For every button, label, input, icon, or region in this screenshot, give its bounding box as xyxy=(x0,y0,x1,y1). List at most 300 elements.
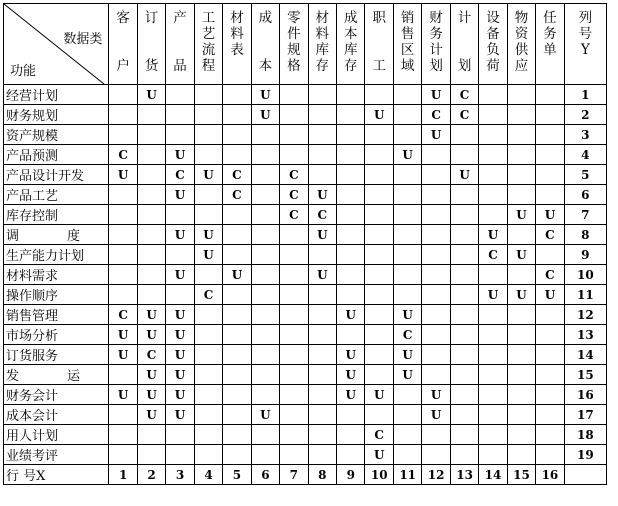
column-header-8 xyxy=(308,4,336,85)
matrix-cell xyxy=(137,265,165,285)
matrix-cell xyxy=(507,425,535,445)
matrix-cell xyxy=(479,325,507,345)
matrix-cell xyxy=(393,225,421,245)
matrix-cell xyxy=(109,185,137,205)
matrix-cell xyxy=(422,165,450,185)
matrix-cell xyxy=(365,205,393,225)
matrix-cell: C xyxy=(223,165,251,185)
matrix-cell: U xyxy=(166,345,194,365)
matrix-cell: U xyxy=(422,385,450,405)
matrix-cell xyxy=(337,425,365,445)
table-row xyxy=(4,165,607,185)
column-header-char: 零 xyxy=(287,10,301,26)
matrix-cell xyxy=(536,245,564,265)
matrix-cell xyxy=(479,205,507,225)
matrix-cell xyxy=(223,145,251,165)
row-number: 2 xyxy=(564,105,606,125)
matrix-cell xyxy=(507,105,535,125)
matrix-cell: U xyxy=(337,365,365,385)
column-header-char: 件 xyxy=(287,26,301,42)
matrix-cell xyxy=(365,325,393,345)
matrix-cell: U xyxy=(166,185,194,205)
column-header-row xyxy=(4,4,607,85)
matrix-cell xyxy=(507,325,535,345)
matrix-cell xyxy=(194,445,222,465)
function-label: 调 度 xyxy=(4,225,109,245)
matrix-cell xyxy=(251,125,279,145)
column-header-char: 物 xyxy=(514,10,529,26)
matrix-cell xyxy=(422,305,450,325)
matrix-cell: U xyxy=(166,225,194,245)
matrix-cell xyxy=(223,405,251,425)
matrix-cell xyxy=(308,345,336,365)
column-number: 4 xyxy=(194,465,222,485)
matrix-cell: U xyxy=(109,385,137,405)
matrix-cell xyxy=(337,165,365,185)
matrix-cell xyxy=(137,105,165,125)
matrix-cell: C xyxy=(450,105,478,125)
matrix-cell: U xyxy=(365,385,393,405)
matrix-cell xyxy=(223,385,251,405)
matrix-cell xyxy=(280,405,308,425)
matrix-cell xyxy=(223,325,251,345)
matrix-cell xyxy=(308,425,336,445)
table-row xyxy=(4,325,607,345)
matrix-cell xyxy=(393,425,421,445)
matrix-cell xyxy=(507,125,535,145)
function-label: 销售管理 xyxy=(4,305,109,325)
matrix-cell xyxy=(337,245,365,265)
column-header-char: 号 xyxy=(578,26,593,42)
matrix-cell xyxy=(194,345,222,365)
column-number: 13 xyxy=(450,465,478,485)
column-header-char: 库 xyxy=(315,42,330,58)
table-row xyxy=(4,85,607,105)
matrix-cell: U xyxy=(479,225,507,245)
matrix-cell xyxy=(422,365,450,385)
matrix-cell xyxy=(422,145,450,165)
matrix-cell xyxy=(223,305,251,325)
matrix-cell xyxy=(393,285,421,305)
column-number: 6 xyxy=(251,465,279,485)
column-header-17 xyxy=(564,4,606,85)
matrix-cell xyxy=(251,305,279,325)
column-header-char: Y xyxy=(580,42,590,58)
matrix-cell xyxy=(365,345,393,365)
column-number: 10 xyxy=(365,465,393,485)
matrix-cell xyxy=(479,445,507,465)
matrix-cell xyxy=(365,265,393,285)
row-number: 13 xyxy=(564,325,606,345)
matrix-cell: U xyxy=(194,165,222,185)
matrix-cell xyxy=(422,285,450,305)
column-header-10 xyxy=(365,4,393,85)
matrix-cell xyxy=(280,245,308,265)
matrix-cell xyxy=(507,225,535,245)
matrix-cell xyxy=(251,385,279,405)
column-header-char: 荷 xyxy=(486,58,500,74)
matrix-cell xyxy=(137,445,165,465)
column-header-char: 客 xyxy=(116,10,130,26)
matrix-cell xyxy=(194,125,222,145)
matrix-cell xyxy=(450,425,478,445)
matrix-cell: U xyxy=(536,205,564,225)
matrix-cell xyxy=(166,445,194,465)
column-header-9 xyxy=(337,4,365,85)
matrix-cell xyxy=(194,85,222,105)
matrix-cell xyxy=(450,185,478,205)
matrix-cell xyxy=(536,425,564,445)
matrix-cell xyxy=(251,325,279,345)
matrix-cell xyxy=(308,305,336,325)
matrix-cell xyxy=(507,385,535,405)
column-header-7 xyxy=(280,4,308,85)
matrix-cell xyxy=(536,85,564,105)
matrix-cell xyxy=(337,405,365,425)
matrix-cell xyxy=(393,105,421,125)
row-number: 4 xyxy=(564,145,606,165)
matrix-cell: C xyxy=(536,225,564,245)
matrix-cell xyxy=(450,205,478,225)
corner-bottom-label: 功能 xyxy=(10,64,37,79)
matrix-cell xyxy=(109,425,137,445)
matrix-cell: U xyxy=(137,305,165,325)
table-row xyxy=(4,345,607,365)
matrix-cell xyxy=(280,385,308,405)
function-label: 产品预测 xyxy=(4,145,109,165)
matrix-cell xyxy=(450,305,478,325)
matrix-cell xyxy=(337,445,365,465)
matrix-cell xyxy=(450,125,478,145)
matrix-cell xyxy=(450,445,478,465)
column-header-char: 设 xyxy=(486,10,500,26)
column-number: 8 xyxy=(308,465,336,485)
matrix-cell xyxy=(280,345,308,365)
matrix-cell xyxy=(365,185,393,205)
matrix-cell xyxy=(194,205,222,225)
column-header-char: 订 xyxy=(144,10,159,26)
column-header-char: 存 xyxy=(344,58,358,74)
matrix-cell xyxy=(251,425,279,445)
matrix-cell: C xyxy=(223,185,251,205)
matrix-cell xyxy=(479,425,507,445)
matrix-cell: U xyxy=(337,305,365,325)
column-header-char: 销 xyxy=(400,10,415,26)
row-number: 18 xyxy=(564,425,606,445)
table-row xyxy=(4,145,607,165)
matrix-cell xyxy=(308,125,336,145)
matrix-cell xyxy=(223,365,251,385)
matrix-cell xyxy=(365,245,393,265)
matrix-cell xyxy=(223,225,251,245)
matrix-cell xyxy=(109,445,137,465)
matrix-cell xyxy=(194,425,222,445)
matrix-cell xyxy=(536,365,564,385)
matrix-cell xyxy=(137,165,165,185)
matrix-cell xyxy=(422,345,450,365)
matrix-cell xyxy=(479,145,507,165)
matrix-cell: U xyxy=(337,385,365,405)
matrix-cell xyxy=(479,385,507,405)
matrix-cell xyxy=(308,85,336,105)
matrix-cell xyxy=(393,265,421,285)
column-header-char: 单 xyxy=(543,42,557,58)
matrix-cell xyxy=(365,145,393,165)
row-number: 9 xyxy=(564,245,606,265)
matrix-cell xyxy=(251,345,279,365)
table-row xyxy=(4,185,607,205)
row-number: 11 xyxy=(564,285,606,305)
column-number xyxy=(564,465,606,485)
matrix-cell: U xyxy=(166,305,194,325)
column-header-char: 流 xyxy=(201,42,216,58)
matrix-cell: U xyxy=(251,405,279,425)
matrix-cell: C xyxy=(393,325,421,345)
matrix-cell xyxy=(166,245,194,265)
matrix-cell xyxy=(365,405,393,425)
matrix-cell xyxy=(393,445,421,465)
matrix-cell xyxy=(479,305,507,325)
matrix-cell xyxy=(365,225,393,245)
matrix-cell xyxy=(337,105,365,125)
matrix-cell xyxy=(479,105,507,125)
matrix-cell: U xyxy=(223,265,251,285)
matrix-cell: U xyxy=(393,365,421,385)
column-header-1 xyxy=(109,4,137,85)
matrix-cell xyxy=(137,245,165,265)
row-number: 12 xyxy=(564,305,606,325)
matrix-cell xyxy=(280,85,308,105)
column-header-char: 备 xyxy=(486,26,500,42)
matrix-cell: U xyxy=(251,85,279,105)
table-row xyxy=(4,225,607,245)
matrix-cell: U xyxy=(507,245,535,265)
matrix-cell: C xyxy=(422,105,450,125)
matrix-cell: C xyxy=(137,345,165,365)
matrix-cell xyxy=(479,185,507,205)
row-number: 8 xyxy=(564,225,606,245)
matrix-cell xyxy=(194,385,222,405)
matrix-cell xyxy=(280,365,308,385)
matrix-cell xyxy=(536,145,564,165)
column-number: 7 xyxy=(280,465,308,485)
matrix-cell xyxy=(194,265,222,285)
function-label: 业绩考评 xyxy=(4,445,109,465)
matrix-cell xyxy=(223,105,251,125)
matrix-cell xyxy=(450,405,478,425)
matrix-cell xyxy=(450,265,478,285)
table-row xyxy=(4,125,607,145)
matrix-cell: U xyxy=(166,265,194,285)
matrix-cell: U xyxy=(536,285,564,305)
matrix-cell xyxy=(251,165,279,185)
matrix-cell xyxy=(251,205,279,225)
matrix-cell xyxy=(280,425,308,445)
matrix-cell: U xyxy=(166,145,194,165)
matrix-cell xyxy=(479,405,507,425)
row-number: 16 xyxy=(564,385,606,405)
matrix-cell: U xyxy=(365,445,393,465)
matrix-cell xyxy=(365,125,393,145)
matrix-cell xyxy=(422,325,450,345)
column-number: 12 xyxy=(422,465,450,485)
matrix-cell xyxy=(393,205,421,225)
matrix-cell xyxy=(422,225,450,245)
column-header-char: 应 xyxy=(514,58,529,74)
matrix-cell xyxy=(166,105,194,125)
row-number: 5 xyxy=(564,165,606,185)
matrix-cell: U xyxy=(137,85,165,105)
matrix-cell xyxy=(337,285,365,305)
table-row xyxy=(4,425,607,445)
matrix-cell xyxy=(393,125,421,145)
table-row xyxy=(4,405,607,425)
matrix-cell xyxy=(251,185,279,205)
matrix-cell: U xyxy=(450,165,478,185)
column-header-char: 材 xyxy=(230,10,244,26)
table-row xyxy=(4,385,607,405)
matrix-cell xyxy=(536,345,564,365)
matrix-cell xyxy=(137,285,165,305)
matrix-cell xyxy=(337,265,365,285)
matrix-cell: U xyxy=(166,405,194,425)
matrix-cell xyxy=(536,125,564,145)
matrix-cell xyxy=(450,365,478,385)
column-header-char: 规 xyxy=(287,42,301,58)
matrix-cell xyxy=(280,125,308,145)
matrix-cell: C xyxy=(280,205,308,225)
function-label: 市场分析 xyxy=(4,325,109,345)
matrix-cell xyxy=(194,405,222,425)
corner-header xyxy=(4,4,109,85)
column-header-char: 划 xyxy=(457,58,472,74)
matrix-cell xyxy=(109,105,137,125)
matrix-cell: U xyxy=(479,285,507,305)
matrix-cell: U xyxy=(137,365,165,385)
row-number: 17 xyxy=(564,405,606,425)
table-row xyxy=(4,245,607,265)
matrix-cell xyxy=(365,285,393,305)
matrix-cell: C xyxy=(109,305,137,325)
column-header-char: 划 xyxy=(429,58,443,74)
matrix-cell xyxy=(251,145,279,165)
matrix-cell xyxy=(536,405,564,425)
column-header-char: 任 xyxy=(543,10,557,26)
matrix-cell xyxy=(166,425,194,445)
matrix-cell xyxy=(422,185,450,205)
matrix-cell xyxy=(223,125,251,145)
column-header-char: 工 xyxy=(372,58,386,74)
matrix-cell: C xyxy=(280,165,308,185)
column-header-char: 务 xyxy=(543,26,557,42)
matrix-cell xyxy=(109,125,137,145)
row-number: 15 xyxy=(564,365,606,385)
column-header-char: 计 xyxy=(429,42,443,58)
matrix-cell xyxy=(223,345,251,365)
matrix-cell xyxy=(337,185,365,205)
matrix-cell xyxy=(308,385,336,405)
matrix-cell xyxy=(337,125,365,145)
matrix-cell xyxy=(308,145,336,165)
matrix-cell xyxy=(251,365,279,385)
function-label: 用人计划 xyxy=(4,425,109,445)
column-header-char: 列 xyxy=(578,10,593,26)
matrix-cell: C xyxy=(166,165,194,185)
column-header-char: 库 xyxy=(344,42,358,58)
matrix-cell xyxy=(109,265,137,285)
column-header-11 xyxy=(393,4,421,85)
function-label: 产品工艺 xyxy=(4,185,109,205)
column-header-char: 本 xyxy=(344,26,358,42)
matrix-cell xyxy=(194,325,222,345)
column-header-char: 供 xyxy=(514,42,529,58)
column-header-char: 本 xyxy=(258,58,273,74)
matrix-cell xyxy=(536,165,564,185)
matrix-cell: U xyxy=(166,325,194,345)
matrix-cell xyxy=(194,185,222,205)
column-number: 1 xyxy=(109,465,137,485)
matrix-cell xyxy=(536,105,564,125)
matrix-cell xyxy=(507,345,535,365)
row-number-label: 行 号X xyxy=(4,465,109,485)
function-label: 生产能力计划 xyxy=(4,245,109,265)
matrix-cell xyxy=(280,265,308,285)
matrix-cell xyxy=(393,85,421,105)
column-header-4 xyxy=(194,4,222,85)
column-header-char: 品 xyxy=(173,58,187,74)
matrix-cell xyxy=(479,345,507,365)
matrix-cell xyxy=(308,105,336,125)
matrix-cell xyxy=(393,245,421,265)
matrix-cell xyxy=(308,445,336,465)
matrix-cell xyxy=(137,205,165,225)
matrix-cell xyxy=(137,225,165,245)
column-header-char: 材 xyxy=(315,10,330,26)
table-row xyxy=(4,365,607,385)
column-header-6 xyxy=(251,4,279,85)
matrix-cell xyxy=(365,365,393,385)
column-header-char: 区 xyxy=(400,42,415,58)
matrix-cell xyxy=(450,285,478,305)
matrix-cell: C xyxy=(194,285,222,305)
matrix-cell xyxy=(337,85,365,105)
column-number-row xyxy=(4,465,607,485)
function-label: 库存控制 xyxy=(4,205,109,225)
matrix-cell xyxy=(109,225,137,245)
row-number: 19 xyxy=(564,445,606,465)
matrix-cell xyxy=(251,225,279,245)
column-header-2 xyxy=(137,4,165,85)
matrix-cell xyxy=(308,245,336,265)
matrix-cell: U xyxy=(166,365,194,385)
matrix-cell xyxy=(337,325,365,345)
table-row xyxy=(4,205,607,225)
matrix-cell xyxy=(393,165,421,185)
column-number: 11 xyxy=(393,465,421,485)
matrix-cell xyxy=(109,285,137,305)
matrix-cell xyxy=(422,205,450,225)
matrix-cell: C xyxy=(536,265,564,285)
matrix-cell: C xyxy=(479,245,507,265)
table-row xyxy=(4,445,607,465)
matrix-cell xyxy=(109,85,137,105)
matrix-cell xyxy=(479,165,507,185)
matrix-cell xyxy=(365,165,393,185)
matrix-cell: U xyxy=(308,225,336,245)
function-label: 操作顺序 xyxy=(4,285,109,305)
matrix-cell xyxy=(109,405,137,425)
column-header-char: 程 xyxy=(201,58,216,74)
